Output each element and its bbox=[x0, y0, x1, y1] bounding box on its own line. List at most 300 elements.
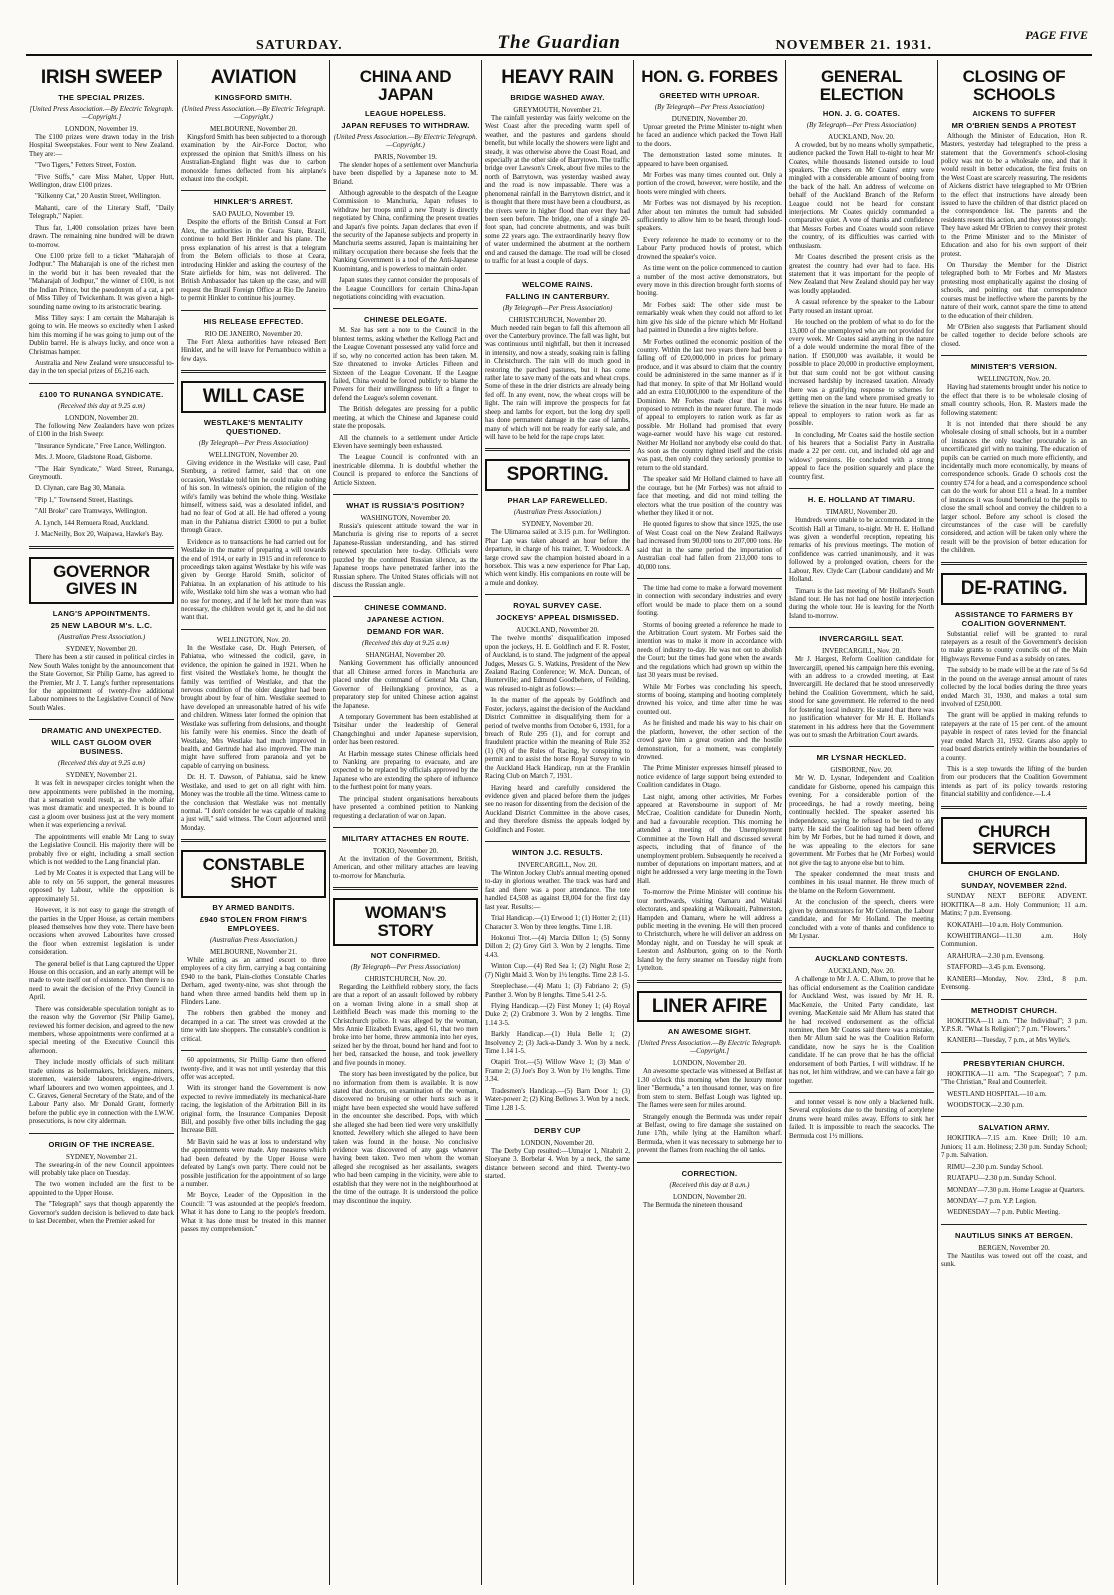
subheading: JOCKEYS' APPEAL DISMISSED. bbox=[496, 613, 619, 623]
paragraph: Thus far, 1,400 consolation prizes have been drawn. The remaining nine hundred will be drawn to-morrow. bbox=[29, 224, 174, 249]
headline: HON. G. FORBES bbox=[641, 67, 778, 86]
headline: CHURCH SERVICES bbox=[941, 817, 1087, 865]
subheading: MILITARY ATTACHES EN ROUTE. bbox=[342, 834, 469, 843]
paragraph: The Bermuda the nineteen thousand bbox=[643, 1201, 743, 1209]
dateline: GREYMOUTH, November 21. bbox=[513, 105, 602, 114]
dateline: SAO PAULO, November 19. bbox=[212, 210, 295, 219]
subheading: AN AWESOME SIGHT. bbox=[667, 1027, 752, 1037]
headline: LINER AFIRE bbox=[637, 991, 782, 1023]
paragraph: The grant will be applied in making refunds to ratepayers at the rate of 15 per cent. of the amount payable in respect of rates levied for the financial year ended March 31, 1932. Grants also apply to road board districts entirely within the boundaries of a county. bbox=[941, 712, 1087, 762]
dateline: LONDON, November 19. bbox=[64, 124, 139, 133]
paragraph: Led by Mr Coates it is expected that Lang will be able to rely on 56 support, the general measures opposed by Labour, while the opposition is approximately 51. bbox=[29, 870, 174, 903]
story-divider bbox=[637, 1162, 782, 1163]
paragraph: The time had come to make a forward movement in connection with secondary industries and every effort would be made to place them on a sound footing. bbox=[637, 584, 782, 618]
subheading: WELCOME RAINS. bbox=[522, 279, 593, 289]
subheading: H. E. HOLLAND AT TIMARU. bbox=[807, 495, 916, 505]
dateline: SYDNEY, November 20. bbox=[521, 520, 594, 529]
article bbox=[181, 68, 326, 184]
subheading: GREETED WITH UPROAR. bbox=[659, 90, 760, 100]
headline: WILL CASE bbox=[181, 381, 326, 413]
dateline: MELBOURNE, November 21. bbox=[209, 947, 298, 956]
dateline: LONDON, November 20. bbox=[64, 413, 139, 422]
subheading: 25 NEW LABOUR M's. L.C. bbox=[50, 621, 153, 631]
agency-credit: (Received this day at 9.25 a.m) bbox=[362, 639, 449, 648]
agency-credit: (Received this day at 9.25 a.m) bbox=[58, 401, 145, 410]
dateline: TIMARU, November 20. bbox=[825, 508, 898, 517]
paragraph: HOKITIKA—7.15 a.m. Knee Drill; 10 a.m. Juniors; 11 a.m. Holiness; 2.30 p.m. Sunday School; 7 p.m. Salvation. bbox=[941, 1135, 1087, 1160]
story-divider bbox=[789, 488, 934, 489]
section-divider bbox=[181, 370, 326, 373]
paragraph: Mr Forbes was many times counted out. Only a portion of the crowd, however, were hostile, and the hoots were mingled with cheers. bbox=[637, 171, 782, 196]
subheading: AICKENS TO SUFFER bbox=[972, 108, 1056, 118]
section-divider bbox=[333, 887, 478, 890]
dateline: WASHINGTON, November 20. bbox=[360, 514, 451, 523]
story-divider bbox=[333, 494, 478, 495]
paragraph: Dr. H. T. Dawson, of Pahiatua, said he knew Westlake, and used to get on all right with him. Money was the trouble all the time. Witness came to the conclusion that Westlake was not mentally normal. "I don't consider he was capable of making a just will," said witness. The Court adjourned until Monday. bbox=[181, 774, 326, 832]
paragraph: KANIERI—Tuesday, 7 p.m., at Mrs Wylie's. bbox=[947, 1037, 1071, 1045]
subheading: MINISTER'S VERSION. bbox=[970, 362, 1058, 372]
story-divider bbox=[485, 841, 630, 842]
dateline: LONDON, November 20. bbox=[672, 1059, 747, 1068]
paragraph: Although the Minister of Education, Hon R. Masters, yesterday had telegraphed to the press a statement that the Government's school-closing policy was not to be a wholesale one, and that it would result in better education, the first fruits on the West Coast are scarcely reassuring. The residents of Aickens district have telegraphed to Mr O'Brien to the effect that instructions have already been issued to have the children of that district placed on the correspondence list. The parents and the residents resent this action, and they protest strongly. They have asked Mr O'Brien to convey their protest to the Prime Minister and to the Minister of Education and also for his own support of their protest. bbox=[941, 132, 1087, 258]
paragraph: There has been a stir caused in political circles in New South Wales tonight by the announcement that the State Governor, Sir Philip Game, has agreed to the Premier, Mr J. T. Lang's further representations for the appointment of twenty-five additional Labour nominees to the Legislative Council of New South Wales. bbox=[29, 654, 174, 712]
article bbox=[29, 719, 174, 1126]
subheading: DERBY CUP bbox=[534, 1126, 581, 1135]
dateline: TOKIO, November 20. bbox=[372, 847, 439, 855]
paragraph: Despite the efforts of the British Consul at Fort Alex, the authorities in the Ceara State, Brazil, continue to hold Bert Hinkler and his plane. The press explanation of his arrest is that a telegram from the Belem officials to those at Ceara, introducing Hinkler and asking the courtesy of the State airfields for him, was not delivered. The British Ambassador has taken up the case, and will request the Brazil Foreign Office at Rio De Janeiro to permit Hinkler to continue his journey. bbox=[181, 219, 326, 303]
agency-credit: (Received this day at 8 a.m.) bbox=[669, 1180, 750, 1189]
paragraph: The demonstration lasted some minutes. It appeared to have been organised. bbox=[637, 152, 782, 168]
article bbox=[637, 980, 782, 1156]
article bbox=[637, 68, 782, 572]
paragraph: WOODSTOCK—2.30 p.m. bbox=[947, 1102, 1024, 1110]
paragraph: KOKATAHI—10 a.m. Holy Communion. bbox=[947, 921, 1063, 929]
article bbox=[29, 546, 174, 714]
subheading: JAPAN REFUSES TO WITHDRAW. bbox=[341, 120, 470, 130]
paragraph: Trial Handicap.—(1) Erwood 1; (1) Hotter 2; (11) Character 3. Won by three lengths. Time 1.18. bbox=[485, 915, 630, 931]
paragraph: A. Lynch, 144 Remuera Road, Auckland. bbox=[35, 519, 149, 527]
subheading: FALLING IN CANTERBURY. bbox=[505, 291, 610, 301]
section-divider bbox=[941, 562, 1087, 565]
headline: SPORTING. bbox=[485, 459, 630, 491]
paragraph: The subsidy to be made will be at the rate of 5s 6d in the pound on the average annual amount of rates collected by the local bodies during the three years ended March 31, 1930, and makes a total sum involved of £250,000. bbox=[941, 667, 1087, 708]
article bbox=[485, 448, 630, 588]
paragraph: At the invitation of the Government, British, American, and other military attaches are leaving to-morrow for Manchuria. bbox=[333, 856, 478, 880]
paragraph: Kingsford Smith has been subjected to a thorough examination by the Air-Force Doctor, who expressed the opinion that Smith's illness on his Australian-England flight was due to carbon monoxide fumes deflected from his airplane's exhaust into the cockpit. bbox=[181, 133, 326, 184]
column bbox=[26, 60, 178, 1585]
paragraph: Russia's quiescent attitude toward the war in Manchuria is giving rise to reports of a secret Japanese-Russian understanding, and has stirred renewed speculation here to-day. Officials were puzzled by the continued Russian silence, as the Japanese troops have penetrated farther into the Russian sphere. The United States officials will not discuss the Russian angle. bbox=[333, 523, 478, 589]
story-divider bbox=[485, 273, 630, 274]
paragraph: Strangely enough the Bermuda was under repair at Belfast, owing to fire damage she sustained on June 17th, while lying at the Hamilton wharf. Bermuda, when it was necessary to submerge her to prevent the flames from reaching the oil tanks. bbox=[637, 1113, 782, 1155]
story-divider bbox=[789, 746, 934, 747]
paragraph: Steeplechase.—(4) Matu 1; (3) Fabriano 2; (5) Panther 3. Won by 8 lengths. Time 5.41 2-5. bbox=[485, 983, 630, 999]
paragraph: The Nautilus was towed out off the coast, and sunk. bbox=[941, 1252, 1087, 1269]
article bbox=[485, 1119, 630, 1182]
column bbox=[634, 60, 786, 1585]
subheading: PRESBYTERIAN CHURCH. bbox=[963, 1058, 1065, 1068]
headline: HEAVY RAIN bbox=[501, 67, 614, 88]
subheading: KINGSFORD SMITH. bbox=[214, 92, 293, 102]
article bbox=[181, 370, 326, 623]
paragraph: Last night, among other activities, Mr Forbes appeared at Ravensbourne in support of Mr McCrae, Coalition candidate for Dunedin North, and had a favourable reception. This morning he attended a meeting of the Unemployment Committee at the Town Hall and discussed several aspects, including that of finance of the unemployment problem. Subsequently he received a number of deputations on important matters, and at night he addressed a very large meeting in the Town Hall. bbox=[637, 793, 782, 885]
paragraph: Mahanti, care of the Literary Staff, "Daily Telegraph," Napier. bbox=[29, 204, 174, 221]
subheading: WESTLAKE'S MENTALITY QUESTIONED. bbox=[203, 417, 304, 436]
headline: CONSTABLE SHOT bbox=[181, 850, 326, 898]
subheading: PHAR LAP FAREWELLED. bbox=[507, 496, 608, 506]
section-divider bbox=[941, 806, 1087, 809]
article bbox=[789, 627, 934, 740]
subheading: MR LYSNAR HECKLED. bbox=[816, 753, 907, 763]
story-divider bbox=[333, 308, 478, 309]
paragraph: Timaru is the last meeting of Mr Holland's South Island tour. He has not had one hostile interjection during the whole tour. He is leaving for the North Island to-morrow. bbox=[789, 587, 934, 620]
subheading: INVERCARGILL SEAT. bbox=[819, 634, 904, 644]
masthead bbox=[26, 28, 1092, 56]
paragraph: Although agreeable to the despatch of the League Commission to Manchuria, Japan refuses to withdraw her troops until a new Treaty is directly negotiated by China, confirming the present treaties and Japan's five points. Japan declares that even if the security of the Japanese subjects and property in Manchuria seems assured, Japan is maintaining her military occupation there because she feels that the Nanking Government is a tool of the Anti-Japanese Kuomintang, and is powerless to maintain order. bbox=[333, 189, 478, 273]
paragraph: D. Clynan, care Bag 30, Manaia. bbox=[35, 485, 126, 493]
article bbox=[29, 383, 174, 540]
paragraph: Mr Forbes outlined the economic position of the country. Within the last two years there had been a falling off of £20,000,000 in prices for primary produce, and it was absurd to claim that the country could be administered in the same manner as if it had that money. In spite of that Mr Holland would add an extra £10,000,000 to the expenditure of the Dominion. Mr Forbes made clear that it was proposed to retrench in the nearer future. The mode of appeal to employers to ration work as far as possible. Mr Holland had promised that every wage-earner would have his wage cut restored. Neither Mr Holland nor anybody else could do that. As soon as the country righted itself and the crisis was past, then only could they seriously promise to return to the old standard. bbox=[637, 338, 782, 472]
paragraph: 60 appointments, Sir Phillip Game then offered twenty-five, and it was not until yesterday that this offer was accepted. bbox=[181, 1057, 326, 1081]
paragraph: Mrs. J. Moore, Gladstone Road, Gisborne. bbox=[35, 454, 153, 462]
paragraph: In the Westlake case, Dr. Hugh Petersen, of Pahiatua, who witnessed the codicil, gave, in evidence, the opinion he gained in 1921. When he first visited the Westlake's home, he thought the family was terrified of Westlake, and that the nervous condition of the older daughter had been brought about by fear of him. Westlake seemed to have developed an unreasonable hatred of his wife and children. Witness later formed the opinion that Westlake was suffering from delusions, and thought his family were his enemies. Since the death of Westlake, Mrs Westlake had much improved in health, and Gertrude had also improved. The man might have suffered from paranoia and yet be capable of carrying on business. bbox=[181, 644, 326, 770]
story-divider bbox=[29, 383, 174, 384]
article bbox=[29, 1133, 174, 1227]
paragraph: "All Broke" care Tramways, Wellington. bbox=[35, 508, 148, 516]
paragraph: The "Telegraph" says that though apparently the Governor's sudden decision is believed to date back to last December, when the Premier asked for bbox=[29, 1201, 174, 1226]
dateline: LONDON, November 20. bbox=[520, 1139, 595, 1147]
paragraph: With its stronger hand the Government is now expected to revive immediately its mechanical-hare racing, the legislation of the Arbitration Bill in its original form, the Insurance Companies Deposit Bill, and possibly five other bills including the gag Increase Bill. bbox=[181, 1085, 326, 1135]
paragraph: Mr W. D. Lysnar, Independent and Coalition candidate for Gisborne, opened his campaign this evening. For a considerable portion of the proceedings, he had a rowdy meeting, being continually heckled. The speaker asserted his independence, saying he refused to be tied to any party. He said the Coalition tag had been offered him by Mr Forbes, but he had turned it down, and he was appealing to the electors for sane government. Mr Forbes that he (Mr Forbes) would not give the tag to anyone else but to him. bbox=[789, 775, 934, 867]
subheading: £100 TO RUNANGA SYNDICATE. bbox=[39, 389, 164, 399]
story-divider bbox=[181, 1050, 326, 1051]
story-divider bbox=[941, 999, 1087, 1000]
paragraph: The £100 prizes were drawn today in the Irish Hospital Sweepstakes. Four went to New Zealand. They are:— bbox=[29, 133, 174, 158]
subheading: DRAMATIC AND UNEXPECTED. bbox=[41, 726, 162, 736]
paragraph: SUNDAY NEXT BEFORE ADVENT. HOKITIKA—8 a.m. Holy Communion; 11 a.m. Matins; 7 p.m. Evensong. bbox=[941, 893, 1087, 918]
dateline: LONDON, November 20. bbox=[672, 1192, 747, 1201]
paragraph: Hundreds were unable to be accommodated in the Scottish Hall at Timaru, to-night. Mr H. E. Holland was given a wonderful reception, repeating his remarks of his previous meetings. The motion of confidence was carried unanimously, and it was followed by a prolonged ovation, cheers for the Labour, Rev. Clyde Carr (Labour candidate) and Mr Holland. bbox=[789, 517, 934, 584]
paragraph: M. Sze has sent a note to the Council in the bluntest terms, asking whether the Kellogg Pact and the League Covenant possessed any valid force and if so, why no concerted action has been taken. M. Sze threatened to invoke Articles Fifteen and Sixteen of the League Covenant. If the League failed, China would be forced publicly to blame the Powers for their unwillingness to lift a finger to defend the League's solemn covenant. bbox=[333, 327, 478, 402]
paragraph: A temporary Government has been established at Tsitsihar under the leadership of General Changchinghui and under Japanese supervision, order has been restored. bbox=[333, 713, 478, 747]
paragraph: Storms of booing greeted a reference he made to the Arbitration Court system. Mr Forbes said the intention was to make it more in accordance with needs of industry to-day. He was not out to abolish the Court; but the times had gone when the awards and the regulations which had grown up within the last 30 years must be revised. bbox=[637, 621, 782, 680]
paragraph: "Two Tigers," Fetters Street, Foxton. bbox=[35, 162, 137, 170]
article bbox=[941, 68, 1087, 349]
subheading: BRIDGE WASHED AWAY. bbox=[510, 92, 605, 102]
paragraph: In concluding, Mr Coates said the hostile section of his hearers that a Socialist Party in Australia made a 22 per cent. cut, and included old age and widows' pensions. He concluded with a strong appeal to face the position squarely and place the country first. bbox=[789, 431, 934, 481]
paragraph: "Five Stiffs," care Miss Maher, Upper Hutt, Wellington, draw £100 prizes. bbox=[29, 173, 174, 190]
dateline: INVERCARGILL, Nov. 20. bbox=[821, 647, 902, 656]
section-divider bbox=[181, 839, 326, 842]
article bbox=[789, 488, 934, 621]
article bbox=[333, 308, 478, 488]
paragraph: and tonner vessel is now only a blackened hulk. Several explosions due to the bursting of acetylene drums were heard miles away. Efforts to sink her failed. It is impossible to reach the seacocks. The Bermuda cost 1½ millions. bbox=[789, 1098, 934, 1140]
paragraph: MONDAY—7.30 p.m. Home League at Quarters. bbox=[947, 1186, 1085, 1194]
article bbox=[941, 1052, 1087, 1111]
section-divider bbox=[485, 448, 630, 451]
article bbox=[941, 1116, 1087, 1217]
headline: AVIATION bbox=[210, 67, 297, 88]
article bbox=[181, 310, 326, 364]
paragraph: Mr Boyce, Leader of the Opposition in the Council: "I was astounded at the people's freedom. What it has done to Lang to the people's freedom. What it has done must be treated in this manner passes my comprehension." bbox=[181, 1192, 326, 1234]
paragraph: RUATAPU—2.30 p.m. Sunday School. bbox=[947, 1175, 1057, 1183]
article bbox=[333, 494, 478, 590]
paragraph: Nanking Government has officially announced that all Chinese armed forces in Manchuria are placed under the command of General Ma Chan, Governor of Heilungkiang province, as a preparatory step for united Chinese action against the Japanese. bbox=[333, 660, 478, 710]
story-divider bbox=[485, 594, 630, 595]
subheading: HINKLER'S ARREST. bbox=[213, 197, 294, 207]
article bbox=[333, 68, 478, 302]
agency-credit: (United Press Association.—By Electric Telegraph.—Copyright.) bbox=[333, 132, 478, 149]
dateline: PARIS, November 19. bbox=[374, 152, 437, 161]
column bbox=[786, 60, 938, 1585]
agency-credit: (Australian Press Association.) bbox=[57, 633, 146, 642]
article bbox=[941, 562, 1087, 800]
subheading: NOT CONFIRMED. bbox=[370, 950, 441, 960]
page-number: PAGE FIVE bbox=[1025, 28, 1088, 42]
article bbox=[789, 1092, 934, 1141]
paragraph: While acting as an armed escort to three employees of a city firm, carrying a bag containing £940 to the bank, Plain-clothes Constable Charles Derham, aged twenty-nine, was shot through the hand when three armed bandits held them up in Flinders Lane. bbox=[181, 956, 326, 1006]
paragraph: Uproar greeted the Prime Minister to-night when he faced an audience which packed the Town Hall to the doors. bbox=[637, 123, 782, 148]
paragraph: The following New Zealanders have won prizes of £100 in the Irish Sweep: bbox=[29, 422, 174, 439]
paragraph: The Ulimaroa sailed at 3.15 p.m. for Wellington. Phar Lap was taken aboard an hour before the departure, in charge of his trainer, T. Woodcock. A large crowd saw the champion hoisted aboard in a horsebox. This was a new experience for Phar Lap, which went kindly. His companions en route will be a mule and donkey. bbox=[485, 529, 630, 587]
article bbox=[941, 355, 1087, 555]
subheading: WILL CAST GLOOM OVER BUSINESS. bbox=[51, 738, 152, 757]
headline: IRISH SWEEP bbox=[40, 67, 163, 88]
dateline: MELBOURNE, November 20. bbox=[209, 124, 298, 133]
agency-credit: (Australian Press Association.) bbox=[513, 508, 602, 517]
paragraph: Evidence as to transactions he had carried out for Westlake in the matter of preparing a will towards the end of 1914, or early in 1915 and in reference to proceedings taken against Westlake by his wife was given by George Harold Smith, solicitor of Pahiatua. In an explanation of his attitude to his wife, Westlake told him she was a woman who had no use for money, and if he left her more than was necessary, the children would get it, and he did not want that. bbox=[181, 538, 326, 622]
paragraph: The general belief is that Lang captured the Upper House on this occasion, and an early attempt will be made to vote itself out of existence. Then there is no need to await the decision of the Privy Council in April. bbox=[29, 960, 174, 1002]
paragraph: At the conclusion of the speech, cheers were given by demonstrators for Mr Coleman, the Labour candidate, and for Mr Holland. The meeting concluded with a vote of thanks and confidence to Mr Lysnar. bbox=[789, 899, 934, 941]
paragraph: He quoted figures to show that since 1925, the use of West Coast coal on the New Zealand Railways had increased from 90,000 tons to 207,000 tons. He said that in the same period the importation of Australian coal had fallen from 213,000 tons to 40,000 tons. bbox=[637, 521, 782, 571]
story-divider bbox=[941, 1224, 1087, 1225]
paragraph: MONDAY—7 p.m. Y.P. Legion. bbox=[947, 1198, 1037, 1206]
dateline: WELLINGTON, Nov. 20. bbox=[977, 375, 1051, 384]
dateline: CHRISTCHURCH, Nov. 20. bbox=[364, 974, 447, 983]
paragraph: One £100 prize fell to a ticket "Maharajah of Jodhpur." The Maharajah is one of the richest men in the world but it has been revealed that the "Maharajah of Jodhpur," the winner of £100, is not the Indian Prince, but the pseudonym of a cat, a pet of Miss Tilley of Twickenham. It was given a high-sounding name owing to its aristocratic bearing. bbox=[29, 253, 174, 311]
paragraph: "The Hair Syndicate," Ward Street, Runanga, Greymouth. bbox=[29, 465, 174, 482]
headline: CLOSING OF SCHOOLS bbox=[962, 67, 1066, 104]
paragraph: Japan states they cannot consider the proposals of the League Councillors for certain China-Japan negotiations coinciding with evacuation. bbox=[333, 277, 478, 302]
paragraph: "Insurance Syndicate," Free Lance, Wellington. bbox=[35, 442, 167, 450]
agency-credit: (By Telegraph—Per Press Association) bbox=[350, 962, 461, 971]
paragraph: The principal student organisations hereabouts have presented a combined petition to Nanking requesting a declaration of war on Japan. bbox=[333, 795, 478, 820]
article bbox=[29, 68, 174, 377]
agency-credit: (United Press Association.—By Electric Telegraph.—Copyright.) bbox=[181, 104, 326, 121]
headline: DE-RATING. bbox=[941, 573, 1087, 605]
section-divider bbox=[637, 980, 782, 983]
paragraph: At Harbin message states Chinese officials heed to Nanking are preparing to evacuate, and are expected to be replaced by officials approved by the Japanese who are extending the sphere of influence to the furthest point for many years. bbox=[333, 750, 478, 792]
subheading: CHINESE DELEGATE. bbox=[364, 315, 447, 325]
story-divider bbox=[637, 578, 782, 579]
subheading: ASSISTANCE TO FARMERS BY COALITION GOVERNMENT. bbox=[954, 609, 1074, 628]
dateline: WELLINGTON, November 20. bbox=[208, 450, 299, 459]
subheading: NAUTILUS SINKS AT BERGEN. bbox=[955, 1230, 1073, 1240]
paragraph: A crowded, but by no means wholly sympathetic, audience packed the Town Hall to-night to hear Mr Coates, while thousands listened outside to loud speakers. The cheers on Mr Coates' entry were mingled with a considerable amount of booing from the back of the hall. An address of welcome on behalf of the Auckland Branch of the Reform League could not be heard for constant interjections. Mr Coates quickly commanded a comparative quiet. A vote of thanks and confidence that Messrs Forbes and Coates would soon relieve the country, of its difficulties was carried with enthusiasm. bbox=[789, 141, 934, 250]
paragraph: Giving evidence in the Westlake will case, Paul Stenburg, a retired farmer, said that on one occasion, Westlake told him he could make nothing of his son. In witness's opinion, the religion of the wife's family was behind the whole thing. Westlake himself, witness said, was a desolated infidel, and had no fear of God at all. He had offered a young man in the Pahiatua district £3000 to put a bullet through Grace. bbox=[181, 459, 326, 535]
paragraph: The rainfall yesterday was fairly welcome on the West Coast after the preceding warm spell of weather, and the pastures and gardens should benefit, but while locally the showers were light and steady, it was otherwise above the Coast Road, and especially at the other side of Barrytown. The traffic bridge over Lawson's Creek, about five miles to the north of Barrytown, was yesterday washed away and the road is now impassable. There was a phenomenal rainfall in the Barrytown district, and it is thought that there must have been a cloudburst, as the rivers were in higher flood than ever they had been seen before. The bridge, one of a single 20-foot span, had concrete abutments, and was built some 22 years ago. The extraordinarily heavy flow of water undermined the abutment at the northern end and caused the damage. The road will be closed to traffic for at least a couple of days. bbox=[485, 114, 630, 266]
story-divider bbox=[181, 310, 326, 311]
paragraph: The slender hopes of a settlement over Manchuria have been dispelled by a Japanese note to M. Briand. bbox=[333, 161, 478, 186]
article bbox=[637, 578, 782, 974]
story-divider bbox=[941, 355, 1087, 356]
article bbox=[485, 273, 630, 443]
story-divider bbox=[485, 1119, 630, 1120]
article bbox=[941, 806, 1087, 993]
paragraph: J. MacNeilly, Box 20, Waipawa, Hawke's Bay. bbox=[35, 531, 164, 539]
story-divider bbox=[789, 1092, 934, 1093]
masthead-day: SATURDAY. bbox=[256, 38, 343, 53]
agency-credit: (By Telegraph—Per Press Association) bbox=[198, 438, 309, 447]
paragraph: Regarding the Leithfield robbery story, the facts are that a report of an assault followed by robbery on a woman living alone in a small shop at Leithfield Beach was made this morning to the Christchurch police. It was alleged by the woman, Mrs Annie Elizabeth Evans, aged 61, that two men broke into her home, threw ammonia into her eyes, seized her by the throat, bound her hand and foot to her bed, ransacked the house, and took jewellery and five pounds in money. bbox=[333, 983, 478, 1067]
dateline: RIO DE JANEIRO, November 20. bbox=[204, 329, 303, 338]
paragraph: The British delegates are pressing for a public meeting, at which the Chinese and Japanese could state the proposals. bbox=[333, 406, 478, 431]
dateline: BERGEN, November 20. bbox=[978, 1243, 1050, 1252]
dateline: AUCKLAND, Nov. 20. bbox=[828, 967, 895, 976]
article bbox=[485, 68, 630, 267]
paragraph: RIMU—2.30 p.m. Sunday School. bbox=[947, 1163, 1043, 1171]
subheading: HIS RELEASE EFFECTED. bbox=[203, 316, 304, 326]
article bbox=[941, 1224, 1087, 1270]
paragraph: There was considerable speculation tonight as to the reason why the Governor (Sir Philip Game), reviewed his former decision, and agreed to the new members, whose appointments were confirmed at a special meeting of the Executive Council this afternoon. bbox=[29, 1005, 174, 1055]
paragraph: HOKITIKA—11 a.m. "The Individual"; 3 p.m. Y.P.S.R. "What Is Religion"; 7 p.m. "Flowers." bbox=[941, 1017, 1087, 1033]
paragraph: Mr Forbes was not dismayed by his reception. After about ten minutes the tumult had subsided sufficiently to allow him to be heard, through loud-speakers. bbox=[637, 200, 782, 233]
subheading: WINTON J.C. RESULTS. bbox=[512, 848, 603, 858]
paragraph: Mr O'Brien also suggests that Parliament should be called together to decide before schools are closed. bbox=[941, 323, 1087, 348]
subheading: SUNDAY, NOVEMBER 22nd. bbox=[961, 881, 1067, 891]
column bbox=[178, 60, 330, 1585]
paragraph: Much needed rain began to fall this afternoon all over the Canterbury province. The fall was light, but was continuous until nightfall, but then it increased in intensity, and now a steady, soaking rain is falling in Christchurch. The rain will do much good in restoring the parched pastures, but it has come rather late to save many of the oats and wheat crops. Some of these in the drier districts are already being fed off. In any event, now, the wheat crops will be light. The rain will improve the prospects for fat sheep and lambs for export, but the long dry spell has done permanent damage in the case of lambs, many of which will not be ready for early sale, and will have to be held for the rape crops later. bbox=[485, 324, 630, 442]
paragraph: WEDNESDAY—7 p.m. Public Meeting. bbox=[947, 1209, 1061, 1217]
headline: GOVERNOR GIVES IN bbox=[29, 557, 174, 605]
paragraph: KOWHITIRANGI—11.30 a.m. Holy Communion. bbox=[941, 933, 1087, 949]
subheading: BY ARMED BANDITS. bbox=[212, 902, 295, 912]
story-divider bbox=[181, 190, 326, 191]
column bbox=[330, 60, 482, 1585]
paragraph: "Kilkenny Cat," 20 Austin Street, Wellington. bbox=[35, 193, 161, 201]
dateline: SYDNEY, November 20. bbox=[65, 645, 138, 654]
paragraph: STAFFORD—3.45 p.m. Evensong. bbox=[947, 964, 1046, 972]
article bbox=[789, 947, 934, 1085]
subheading: £940 STOLEN FROM FIRM'S EMPLOYEES. bbox=[199, 914, 308, 933]
story-divider bbox=[941, 1116, 1087, 1117]
paragraph: The Derby Cup resulted:—Utmajor 1, Nitabrit 2, Sloeyane 3. Borbelar 4. Won by a neck, the same distance between second and third. Twenty-two started. bbox=[485, 1148, 630, 1181]
story-divider bbox=[941, 1052, 1087, 1053]
dateline: DUNEDIN, November 20. bbox=[671, 114, 748, 123]
article bbox=[941, 999, 1087, 1046]
paragraph: ARAHURA—2.30 p.m. Evensong. bbox=[947, 952, 1045, 960]
paragraph: However, it is not easy to gauge the strength of the parties in the Upper House, as certain members pleased themselves how they vote. There have been occasions when avowed Labourites have crossed the floor when extremist legislation is under consideration. bbox=[29, 907, 174, 957]
article bbox=[333, 827, 478, 881]
paragraph: The two women included are the first to be appointed to the Upper House. bbox=[29, 1181, 174, 1197]
paragraph: An awesome spectacle was witnessed at Belfast at 1.30 o'clock this morning when the luxury motor liner "Bermuda," a ten thousand tonner, was on fire from stem to stern. Belfast Lough was lighted up. The flames were seen for miles around. bbox=[637, 1068, 782, 1110]
paragraph: Mr Forbes said: The other side must be remarkably weak when they could not afford to let him give his side of the picture which Mr Holland had painted in Dunedin a few nights before. bbox=[637, 301, 782, 335]
paragraph: "Pip 1," Townsend Street, Hastings. bbox=[35, 496, 134, 504]
subheading: AUCKLAND CONTESTS. bbox=[815, 954, 908, 964]
paragraph: He touched on the problem of what to do for the 13,000 of the unemployed who are not provided for every week. Mr Coates said anything in the nature of a dole would undermine the moral fibre of the nation. If £500,000 was available, it would be possible to place 20,000 in productive employment, but that sum could not be got without causing increased hardship by increased taxation. Already there was a gratifying response to schemes for getting men on the land where promised greatly to relieve the situation in the near future. He made an appeal to employers to ration work as far as possible. bbox=[789, 319, 934, 428]
paragraph: Otapiri Trot.—(5) Willow Wave 1; (3) Man o' Frame 2; (3) Joe's Boy 3. Won by 1½ lengths. Time 3.34. bbox=[485, 1059, 630, 1084]
column-grid bbox=[26, 60, 1094, 1585]
paragraph: It is not intended that there should be any wholesale closing of small schools, but in a number of instances the only teacher procurable is an uncertificated girl with no training. The education of pupils can be carried on much more efficiently, and incidentally much more economically, by means of correspondence schools. Grade O schools cost the country £74 for a head, and a correspondence school can do the work for about £11 a head. In a number of instances it was found beneficial to the pupils to close the small school and convey the children to a larger school. Before any school is closed the circumstances of the case will be carefully considered, and action will be taken only where the result will be the provision of better education for the children. bbox=[941, 420, 1087, 555]
story-divider bbox=[789, 947, 934, 948]
paragraph: All the channels to a settlement under Article Eleven have seemingly been exhausted. bbox=[333, 434, 478, 450]
paragraph: The Winton Jockey Club's annual meeting opened to-day in glorious weather. The track was hard and fast and there was a poor attendance. The tote handled £4,508 as against £8,004 for the first day last year. Results:— bbox=[485, 870, 630, 911]
paragraph: On Thursday the Member for the District telegraphed both to Mr Forbes and Mr Masters protesting most emphatically against the closing of schools, and pointing out that correspondence courses must be ineffective where the parents by the nature of their work, cannot spare the time to attend to the education of their children. bbox=[941, 262, 1087, 320]
agency-credit: (By Telegraph—Per Press Association) bbox=[806, 120, 917, 129]
paragraph: The story has been investigated by the police, but no information from them is available. It is now stated that doctors, on examination of the woman, discovered no bruising or other hurts such as it might have been expected she would have suffered in the encounter she described. Pops, with which she alleged she had been tied were very unskilfully knotted. Jewellery which she alleged to have been taken was found in the house. No conclusive evidence was discovered of any gags whatever having been taken. Two men whom the woman alleged she recognised as her assailants, swagers who had been camping in the vicinity, were able to establish that they were not in the neighbourhood at the time of the outrage. It is understood the police may discontinue the inquiry. bbox=[333, 1071, 478, 1205]
paragraph: This is a step towards the lifting of the burden from our producers that the Coalition Government intends as part of its policy towards restoring financial stability and confidence.—L.4 bbox=[941, 765, 1087, 799]
paragraph: It was felt in newspaper circles tonight when the new appointments were published in the morning, that a sensation would result, as the whole affair was most dramatic and unexpected. It is bound to cast a gloom over business just at the very moment when it was experiencing a revival. bbox=[29, 780, 174, 830]
paragraph: Mr J. Hargest, Reform Coalition candidate for Invercargill, opened his campaign here this evening, with an address to a crowded meeting, at East Invercargill. He declared that he stood unreservedly behind the Coalition Government, which he said, stood for sane government. He referred to the need for fostering local industry. He stated that there was no justification whatever for Mr H. E. Holland's statement in his address here that the Government was out to smash the Arbitration Court awards. bbox=[789, 656, 934, 739]
paragraph: The appointments will enable Mr Lang to sway the Legislative Council. His majority there will be probably five or eight, including a small section which is not wedded to the Lang financial plan. bbox=[29, 833, 174, 866]
paragraph: A casual reference by the speaker to the Labour Party roused an instant uproar. bbox=[789, 299, 934, 315]
article bbox=[333, 887, 478, 1206]
paragraph: Having heard and carefully considered the evidence given and placed before them the judges see no reason for dissenting from the decision of the Auckland District Committee in the above cases, and they therefore dismiss the appeals lodged by Goldfinch and Foster. bbox=[485, 784, 630, 834]
article bbox=[181, 839, 326, 1044]
paragraph: Every reference he made to economy or to the Labour Party produced howls of protest, which drowned the speaker's voice. bbox=[637, 236, 782, 261]
story-divider bbox=[333, 827, 478, 828]
paragraph: KANIERI—Monday, Nov. 23rd., 8 p.m. Evensong. bbox=[941, 975, 1087, 992]
masthead-title: The Guardian bbox=[497, 32, 621, 53]
dateline: SYDNEY, November 21. bbox=[65, 771, 138, 780]
paragraph: WESTLAND HOSPITAL—10 a.m. bbox=[947, 1090, 1047, 1098]
paragraph: The Fort Alexa authorities have released Bert Hinkler, and he will leave for Pernambuco within a few days. bbox=[181, 338, 326, 363]
subheading: LEAGUE HOPELESS. bbox=[364, 108, 447, 118]
dateline: WELLINGTON, Nov. 20. bbox=[216, 635, 291, 644]
masthead-date: NOVEMBER 21. 1931. bbox=[775, 38, 932, 53]
article bbox=[181, 629, 326, 833]
paragraph: While Mr Forbes was concluding his speech, storms of booing, stamping and hooting completely drowned his voice, and time after time he was counted out. bbox=[637, 683, 782, 716]
article bbox=[485, 594, 630, 835]
subheading: CORRECTION. bbox=[681, 1168, 738, 1178]
paragraph: The League Council is confronted with an inextricable dilemma. It is doubtful whether the Council is prepared to enforce the Sanctions of Article Sixteen. bbox=[333, 454, 478, 487]
article bbox=[789, 746, 934, 941]
paragraph: As he finished and made his way to his chair on the platform, however, the other section of the crowd gave him a great ovation and the hostile demonstration, for a moment, was completely drowned. bbox=[637, 720, 782, 761]
story-divider bbox=[333, 596, 478, 597]
agency-credit: (Australian Press Association.) bbox=[209, 935, 298, 944]
paragraph: A challenge to Mr J. A. C. Allum, to prove that he has official endorsement as the Coalition candidate for Auckland West, was issued by Mr H. R. MacKenzie, the United Party candidate, last evening. MacKenzie said Mr Allum has stated that he had received endorsement as the official nominee, then Mr Coates said there was a mistake, then Mr Allum said he was the Coalition Reform candidate, now he says he is the Coalition candidate. If he can prove that he has the official endorsement of both Parties, I will withdraw. If he has not, let him withdraw, and we can have a fair go together. bbox=[789, 976, 934, 1085]
article bbox=[181, 1050, 326, 1234]
article bbox=[181, 190, 326, 303]
dateline: AUCKLAND, November 20. bbox=[516, 626, 599, 635]
paragraph: Mr Coates described the present crisis as the greatest the country had ever had to face. His statement that it was important for the people of New Zealand that New Zealand should pay her way was loudly applauded. bbox=[789, 254, 934, 295]
section-divider bbox=[29, 546, 174, 549]
agency-credit: [United Press Association.—By Electric Telegraph.—Copyright.] bbox=[29, 104, 174, 121]
story-divider bbox=[789, 627, 934, 628]
paragraph: Tradesmen's Handicap.—(5) Barn Door 1; (3) Water-power 2; (2) King Bellows 3. Won by a neck. Time 1.28 1-5. bbox=[485, 1087, 630, 1112]
paragraph: The speaker condemned the meat trusts and combines in his usual manner. He threw much of the blame on the Reform Government. bbox=[789, 871, 934, 895]
agency-credit: (Received this day at 9.25 a.m) bbox=[58, 759, 145, 768]
subheading: CHINESE COMMAND. bbox=[364, 603, 447, 613]
subheading: MR O'BRIEN SENDS A PROTEST bbox=[951, 120, 1077, 130]
paragraph: Substantial relief will be granted to rural ratepayers as a result of the Government's decision to make grants to county councils out of the Main Highways Revenue Fund as a subsidy on rates. bbox=[941, 630, 1087, 663]
article bbox=[333, 596, 478, 821]
paragraph: HOKITIKA—11 a.m. "The Scapegoat"; 7 p.m. "The Christian," Real and Counterfeit. bbox=[941, 1070, 1087, 1087]
dateline: GISBORNE, Nov. 20. bbox=[830, 766, 893, 775]
subheading: HON. J. G. COATES. bbox=[822, 108, 901, 118]
paragraph: Having had statements brought under his notice to the effect that there is to be wholesale closing of small country schools, Hon. R. Masters made the following statement: bbox=[941, 384, 1087, 417]
subheading: LANG'S APPOINTMENTS. bbox=[52, 609, 151, 619]
story-divider bbox=[29, 1133, 174, 1134]
subheading: CHURCH OF ENGLAND. bbox=[968, 869, 1060, 879]
story-divider bbox=[29, 719, 174, 720]
paragraph: The swearing-in of the new Council appointees will probably take place on Tuesday. bbox=[29, 1161, 174, 1178]
article bbox=[485, 841, 630, 1113]
paragraph: The speaker said Mr Holland claimed to have all the courage, but he (Mr Forbes) was not afraid to face that meeting, and did not mind telling the electors what the true position of the country was whether they liked it or not. bbox=[637, 476, 782, 517]
paragraph: Winton Cup.—(4) Red Sea 1; (2) Night Rose 2; (7) Night Maid 3. Won by 1½ lengths. Time 2.8 1-5. bbox=[485, 963, 630, 979]
dateline: SYDNEY, November 21. bbox=[65, 1152, 138, 1161]
story-divider bbox=[181, 629, 326, 630]
subheading: ORIGIN OF THE INCREASE. bbox=[48, 1139, 155, 1149]
